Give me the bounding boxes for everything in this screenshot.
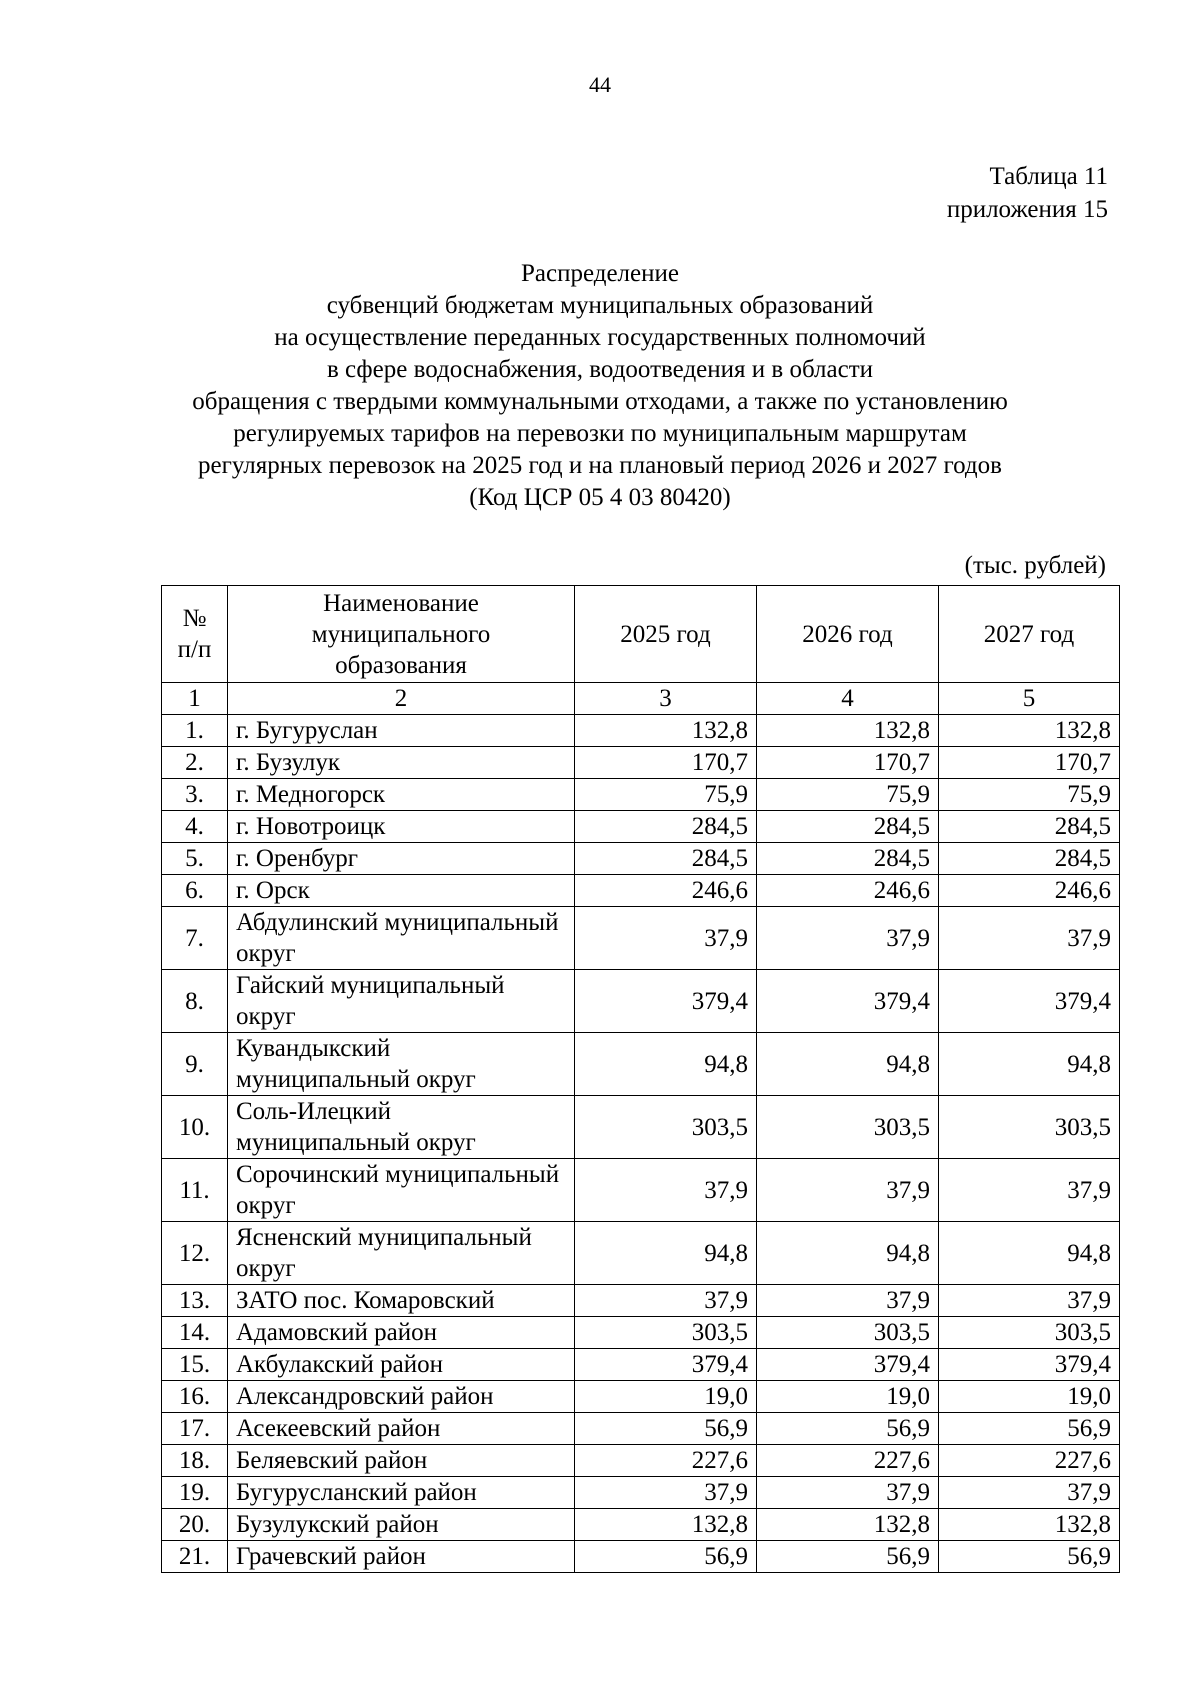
municipality-name: ЗАТО пос. Комаровский [228,1285,575,1317]
table-row [162,1445,1120,1477]
header-num [162,586,228,683]
value-2027: 94,8 [939,1033,1120,1096]
row-number: 19. [162,1477,228,1509]
value-2026: 303,5 [757,1096,939,1159]
table-row [162,1285,1120,1317]
value-2025: 379,4 [575,1349,757,1381]
value-2027: 75,9 [939,779,1120,811]
value-2026: 37,9 [757,1285,939,1317]
row-number: 17. [162,1413,228,1445]
column-number: 2 [228,683,575,715]
value-2026: 37,9 [757,907,939,970]
municipality-name: г. Бугуруслан [228,715,575,747]
table-row [162,1096,1120,1159]
row-number: 2. [162,747,228,779]
value-2027: 37,9 [939,1285,1120,1317]
municipality-name: Адамовский район [228,1317,575,1349]
table-ref-line1: Таблица 11 [989,163,1108,190]
municipality-name: Ясненский муниципальный округ [228,1222,575,1285]
title-line: Распределение [521,260,679,287]
table-row [162,715,1120,747]
row-number: 12. [162,1222,228,1285]
value-2027: 284,5 [939,843,1120,875]
municipality-name: Абдулинский муниципальный округ [228,907,575,970]
value-2025: 94,8 [575,1222,757,1285]
municipality-name: Акбулакский район [228,1349,575,1381]
value-2026: 246,6 [757,875,939,907]
title-line: обращения с твердыми коммунальными отходами, а также по установлению [192,388,1008,415]
value-2025: 37,9 [575,1285,757,1317]
value-2026: 227,6 [757,1445,939,1477]
row-number: 20. [162,1509,228,1541]
value-2027: 379,4 [939,1349,1120,1381]
value-2026: 75,9 [757,779,939,811]
row-number: 10. [162,1096,228,1159]
value-2025: 284,5 [575,843,757,875]
municipality-name: Асекеевский район [228,1413,575,1445]
row-number: 7. [162,907,228,970]
header-name-line3: образования [335,651,467,679]
column-number: 5 [939,683,1120,715]
value-2026: 94,8 [757,1222,939,1285]
column-number: 3 [575,683,757,715]
value-2025: 56,9 [575,1413,757,1445]
value-2025: 37,9 [575,907,757,970]
row-number: 14. [162,1317,228,1349]
header-name-line1: Наименование [323,589,479,617]
value-2025: 75,9 [575,779,757,811]
value-2025: 37,9 [575,1477,757,1509]
header-2027: 2027 год [939,586,1120,683]
municipality-name: Кувандыкский муниципальный округ [228,1033,575,1096]
value-2025: 170,7 [575,747,757,779]
value-2026: 303,5 [757,1317,939,1349]
title-line: (Код ЦСР 05 4 03 80420) [469,484,731,511]
value-2026: 284,5 [757,811,939,843]
value-2026: 379,4 [757,970,939,1033]
table-row [162,1349,1120,1381]
value-2025: 284,5 [575,811,757,843]
table-row [162,1541,1120,1573]
document-title [140,258,1060,514]
table-row [162,1033,1120,1096]
value-2027: 56,9 [939,1541,1120,1573]
table-row [162,843,1120,875]
header-2025: 2025 год [575,586,757,683]
table-body [162,715,1120,1573]
value-2026: 170,7 [757,747,939,779]
value-2026: 56,9 [757,1541,939,1573]
title-line: в сфере водоснабжения, водоотведения и в области [326,356,874,383]
row-number: 15. [162,1349,228,1381]
distribution-table [161,585,1120,1573]
value-2027: 132,8 [939,715,1120,747]
municipality-name: Гайский муниципальный округ [228,970,575,1033]
table-row [162,811,1120,843]
value-2026: 37,9 [757,1159,939,1222]
value-2025: 303,5 [575,1317,757,1349]
table-row [162,1413,1120,1445]
row-number: 8. [162,970,228,1033]
value-2027: 37,9 [939,907,1120,970]
municipality-name: г. Бузулук [228,747,575,779]
value-2026: 19,0 [757,1381,939,1413]
value-2025: 37,9 [575,1159,757,1222]
municipality-name: г. Новотроицк [228,811,575,843]
column-number: 4 [757,683,939,715]
municipality-name: Александровский район [228,1381,575,1413]
row-number: 11. [162,1159,228,1222]
table-row [162,970,1120,1033]
header-2026: 2026 год [757,586,939,683]
value-2025: 379,4 [575,970,757,1033]
value-2026: 56,9 [757,1413,939,1445]
value-2027: 246,6 [939,875,1120,907]
table-row [162,1159,1120,1222]
value-2026: 94,8 [757,1033,939,1096]
value-2027: 94,8 [939,1222,1120,1285]
header-name-line2: муниципального [311,620,491,648]
value-2026: 132,8 [757,715,939,747]
value-2027: 303,5 [939,1317,1120,1349]
row-number: 4. [162,811,228,843]
table-row [162,1317,1120,1349]
column-number: 1 [162,683,228,715]
value-2025: 246,6 [575,875,757,907]
title-line: на осуществление переданных государственных полномочий [274,324,926,351]
row-number: 18. [162,1445,228,1477]
table-row [162,875,1120,907]
row-number: 13. [162,1285,228,1317]
header-num-line2: п/п [177,636,212,663]
table-ref-line2: приложения 15 [946,196,1108,223]
row-number: 6. [162,875,228,907]
value-2025: 227,6 [575,1445,757,1477]
municipality-name: Сорочинский муниципальный округ [228,1159,575,1222]
table-row [162,1381,1120,1413]
table-row [162,1477,1120,1509]
page-number: 44 [589,72,611,97]
value-2026: 284,5 [757,843,939,875]
value-2027: 284,5 [939,811,1120,843]
title-line: регулярных перевозок на 2025 год и на плановый период 2026 и 2027 годов [198,452,1002,479]
table-row [162,747,1120,779]
value-2026: 37,9 [757,1477,939,1509]
value-2027: 227,6 [939,1445,1120,1477]
municipality-name: Бузулукский район [228,1509,575,1541]
row-number: 5. [162,843,228,875]
value-2027: 170,7 [939,747,1120,779]
municipality-name: Соль-Илецкий муниципальный округ [228,1096,575,1159]
title-line: регулируемых тарифов на перевозки по муниципальным маршрутам [233,420,967,447]
municipality-name: Беляевский район [228,1445,575,1477]
value-2027: 37,9 [939,1159,1120,1222]
value-2027: 37,9 [939,1477,1120,1509]
value-2025: 19,0 [575,1381,757,1413]
table-row [162,1222,1120,1285]
value-2026: 132,8 [757,1509,939,1541]
header-name [228,586,575,683]
municipality-name: г. Оренбург [228,843,575,875]
header-num-line1: № [182,605,207,632]
row-number: 16. [162,1381,228,1413]
table-reference [947,160,1108,226]
table-row [162,907,1120,970]
value-2025: 56,9 [575,1541,757,1573]
row-number: 3. [162,779,228,811]
column-number-row [162,683,1120,715]
value-2027: 132,8 [939,1509,1120,1541]
value-2027: 303,5 [939,1096,1120,1159]
value-2027: 379,4 [939,970,1120,1033]
municipality-name: г. Медногорск [228,779,575,811]
value-2025: 303,5 [575,1096,757,1159]
row-number: 9. [162,1033,228,1096]
value-2027: 56,9 [939,1413,1120,1445]
title-line: субвенций бюджетам муниципальных образований [326,292,874,319]
row-number: 21. [162,1541,228,1573]
value-2026: 379,4 [757,1349,939,1381]
table-header-row [162,586,1120,683]
value-2027: 19,0 [939,1381,1120,1413]
municipality-name: г. Орск [228,875,575,907]
table-row [162,1509,1120,1541]
units-label: (тыс. рублей) [964,552,1106,579]
row-number: 1. [162,715,228,747]
value-2025: 132,8 [575,715,757,747]
value-2025: 132,8 [575,1509,757,1541]
municipality-name: Грачевский район [228,1541,575,1573]
table-row [162,779,1120,811]
municipality-name: Бугурусланский район [228,1477,575,1509]
value-2025: 94,8 [575,1033,757,1096]
